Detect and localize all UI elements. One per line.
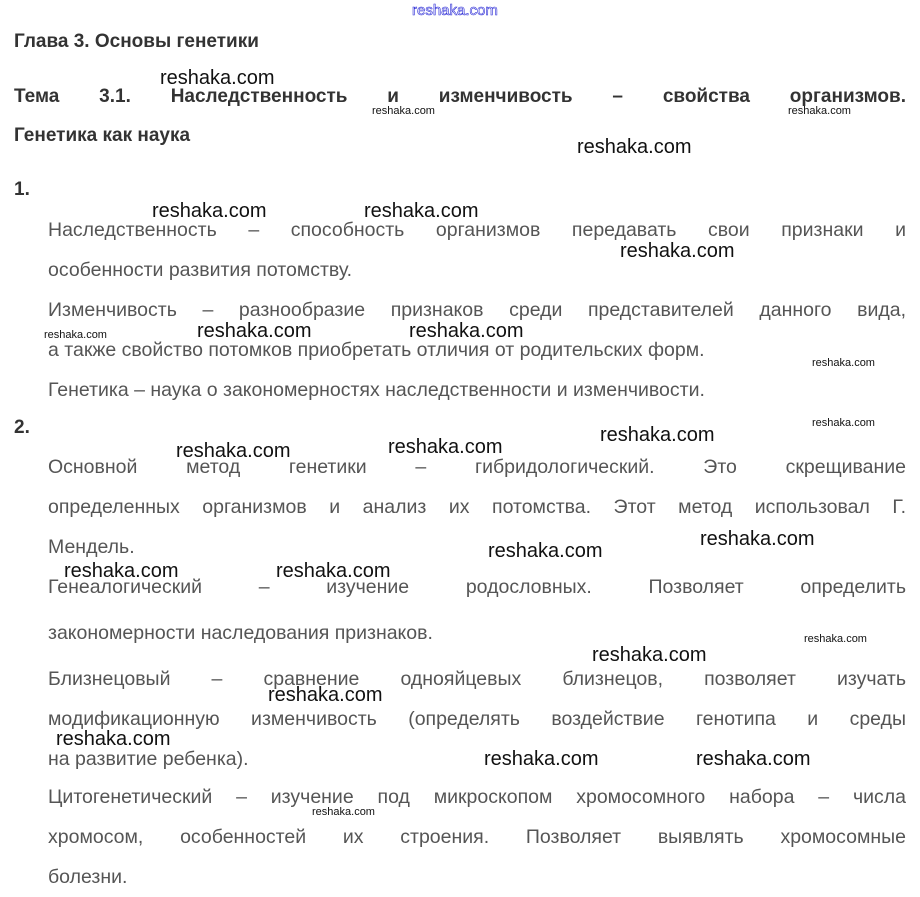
text-line: Генетика – наука о закономерностях наследственности и изменчивости. [48, 379, 705, 401]
watermark: reshaka.com [484, 748, 599, 770]
watermark: reshaka.com [176, 440, 291, 462]
text-line: Близнецовый – сравнение однояйцевых близнецов, позволяет изучать [48, 668, 906, 690]
text-line: хромосом, особенностей их строения. Позволяет выявлять хромосомные [48, 826, 906, 848]
watermark-small: reshaka.com [44, 329, 107, 341]
text-line: на развитие ребенка). [48, 748, 249, 770]
watermark: reshaka.com [197, 320, 312, 342]
text-line: Изменчивость – разнообразие признаков среди представителей данного вида, [48, 299, 906, 321]
section-number-2: 2. [14, 417, 30, 438]
watermark: reshaka.com [388, 436, 503, 458]
watermark-top: reshaka.com [412, 2, 498, 19]
watermark: reshaka.com [160, 67, 275, 89]
watermark: reshaka.com [409, 320, 524, 342]
text-line: а также свойство потомков приобретать отличия от родительских форм. [48, 339, 705, 361]
watermark: reshaka.com [600, 424, 715, 446]
text-line: болезни. [48, 866, 128, 888]
watermark: reshaka.com [152, 200, 267, 222]
watermark: reshaka.com [268, 684, 383, 706]
watermark: reshaka.com [700, 528, 815, 550]
watermark: reshaka.com [56, 728, 171, 750]
watermark: reshaka.com [276, 560, 391, 582]
text-line: Генеалогический – изучение родословных. Позволяет определить [48, 576, 906, 598]
topic-title-line1: Тема 3.1. Наследственность и изменчивость – свойства организмов. [14, 86, 906, 107]
text-line: Цитогенетический – изучение под микроскопом хромосомного набора – числа [48, 786, 906, 808]
watermark-small: reshaka.com [788, 105, 851, 117]
watermark: reshaka.com [696, 748, 811, 770]
watermark: reshaka.com [64, 560, 179, 582]
text-line: Основной метод генетики – гибридологический. Это скрещивание [48, 456, 906, 478]
text-line: определенных организмов и анализ их потомства. Этот метод использовал Г. [48, 496, 906, 518]
watermark: reshaka.com [488, 540, 603, 562]
watermark-small: reshaka.com [804, 633, 867, 645]
watermark: reshaka.com [620, 240, 735, 262]
section-number-1: 1. [14, 179, 30, 200]
watermark-small: reshaka.com [812, 357, 875, 369]
chapter-title: Глава 3. Основы генетики [14, 31, 259, 52]
topic-title-line2: Генетика как наука [14, 125, 191, 146]
text-line: Наследственность – способность организмов передавать свои признаки и [48, 219, 906, 241]
text-line: особенности развития потомству. [48, 259, 353, 281]
watermark-small: reshaka.com [812, 417, 875, 429]
watermark-small: reshaka.com [372, 105, 435, 117]
text-line: закономерности наследования признаков. [48, 622, 433, 644]
watermark: reshaka.com [577, 136, 692, 158]
watermark: reshaka.com [364, 200, 479, 222]
text-line: модификационную изменчивость (определять воздействие генотипа и среды [48, 708, 906, 730]
text-line: Мендель. [48, 536, 135, 558]
watermark-small: reshaka.com [312, 806, 375, 818]
watermark: reshaka.com [592, 644, 707, 666]
